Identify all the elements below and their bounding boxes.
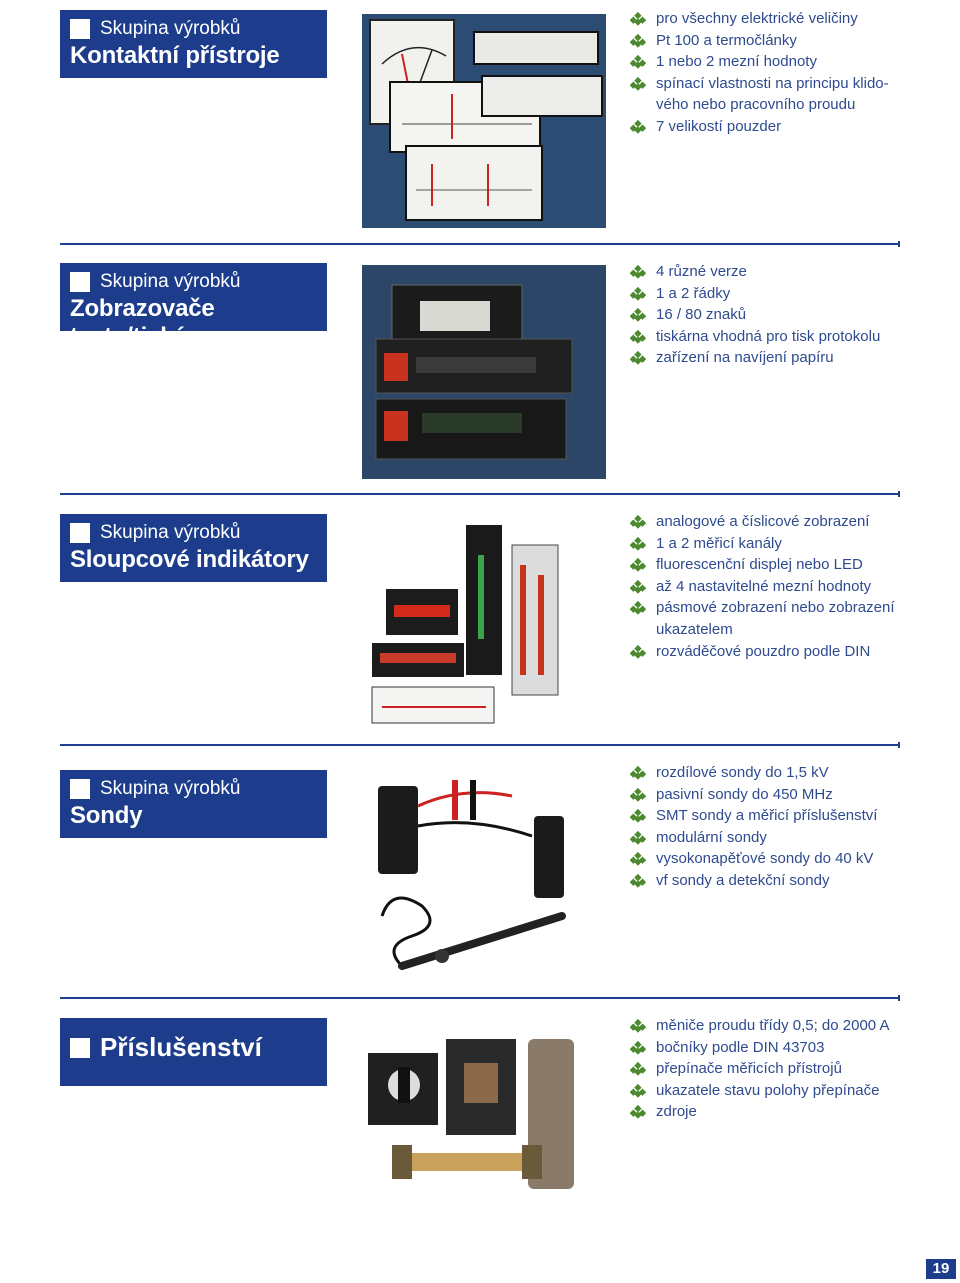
section-kicker: Skupina výrobků <box>100 271 241 292</box>
section-title: Kontaktní přístroje <box>70 42 280 69</box>
section-title: Zobrazovače textu/tiskárny <box>70 295 224 350</box>
page-number: 19 <box>926 1259 956 1279</box>
diamond-bullet-icon <box>630 787 646 803</box>
accessories-photo <box>362 1019 584 1233</box>
diamond-bullet-icon <box>630 1018 646 1034</box>
list-item: vf sondy a detekční sondy <box>630 870 920 892</box>
list-item: 16 / 80 znaků <box>630 304 920 326</box>
list-item: spínací vlastnosti na principu klido- <box>630 73 920 95</box>
bar-graph-indicators-photo <box>362 515 606 729</box>
list-item: 1 a 2 měřicí kanály <box>630 533 920 555</box>
section-kicker: Skupina výrobků <box>100 522 241 543</box>
list-item: modulární sondy <box>630 827 920 849</box>
section-kicker: Skupina výrobků <box>100 18 241 39</box>
diamond-bullet-icon <box>630 536 646 552</box>
feature-list <box>630 511 920 662</box>
list-item: zařízení na navíjení papíru <box>630 347 920 369</box>
diamond-bullet-icon <box>630 329 646 345</box>
square-icon <box>70 19 90 39</box>
section-divider <box>60 243 900 245</box>
section-label <box>60 1018 327 1086</box>
list-item: pásmové zobrazení nebo zobrazení <box>630 597 920 619</box>
square-icon <box>70 523 90 543</box>
section-title: Sondy <box>70 802 143 829</box>
diamond-bullet-icon <box>630 1040 646 1056</box>
section-label <box>60 10 327 78</box>
list-item: ukazatele stavu polohy přepínače <box>630 1080 920 1102</box>
diamond-bullet-icon <box>630 851 646 867</box>
diamond-bullet-icon <box>630 644 646 660</box>
list-item: tiskárna vhodná pro tisk protokolu <box>630 326 920 348</box>
diamond-bullet-icon <box>630 1104 646 1120</box>
list-item-continuation: ukazatelem <box>656 620 733 638</box>
list-item: až 4 nastavitelné mezní hodnoty <box>630 576 920 598</box>
list-item: 7 velikostí pouzder <box>630 116 920 138</box>
feature-list <box>630 1015 920 1123</box>
section-label <box>60 770 327 838</box>
diamond-bullet-icon <box>630 286 646 302</box>
feature-list <box>630 762 920 892</box>
list-item: pasivní sondy do 450 MHz <box>630 784 920 806</box>
list-item: 1 nebo 2 mezní hodnoty <box>630 51 920 73</box>
diamond-bullet-icon <box>630 1083 646 1099</box>
list-item: bočníky podle DIN 43703 <box>630 1037 920 1059</box>
diamond-bullet-icon <box>630 119 646 135</box>
diamond-bullet-icon <box>630 600 646 616</box>
diamond-bullet-icon <box>630 33 646 49</box>
diamond-bullet-icon <box>630 76 646 92</box>
diamond-bullet-icon <box>630 307 646 323</box>
diamond-bullet-icon <box>630 54 646 70</box>
list-item: zdroje <box>630 1101 920 1123</box>
list-item: 4 různé verze <box>630 261 920 283</box>
list-item: rozdílové sondy do 1,5 kV <box>630 762 920 784</box>
list-item: analogové a číslicové zobrazení <box>630 511 920 533</box>
diamond-bullet-icon <box>630 1061 646 1077</box>
diamond-bullet-icon <box>630 873 646 889</box>
diamond-bullet-icon <box>630 514 646 530</box>
feature-list <box>630 8 920 138</box>
section-title: Sloupcové indikátory <box>70 546 309 573</box>
diamond-bullet-icon <box>630 557 646 573</box>
section-divider <box>60 493 900 495</box>
diamond-bullet-icon <box>630 830 646 846</box>
square-icon <box>70 1038 90 1058</box>
panel-meters-photo <box>362 14 606 228</box>
list-item: přepínače měřicích přístrojů <box>630 1058 920 1080</box>
text-displays-printers-photo <box>362 265 606 479</box>
diamond-bullet-icon <box>630 579 646 595</box>
list-item-continuation: vého nebo pracovního proudu <box>656 96 856 114</box>
diamond-bullet-icon <box>630 350 646 366</box>
diamond-bullet-icon <box>630 765 646 781</box>
list-item: 1 a 2 řádky <box>630 283 920 305</box>
section-divider <box>60 997 900 999</box>
diamond-bullet-icon <box>630 11 646 27</box>
list-item: vysokonapěťové sondy do 40 kV <box>630 848 920 870</box>
list-item: Pt 100 a termočlánky <box>630 30 920 52</box>
list-item: měniče proudu třídy 0,5; do 2000 A <box>630 1015 920 1037</box>
section-divider <box>60 744 900 746</box>
section-label <box>60 514 327 582</box>
section-kicker: Skupina výrobků <box>100 778 241 799</box>
list-item: rozváděčové pouzdro podle DIN <box>630 641 920 663</box>
section-label <box>60 263 327 350</box>
list-item: pro všechny elektrické veličiny <box>630 8 920 30</box>
feature-list <box>630 261 920 369</box>
section-title: Příslušenství <box>100 1032 262 1062</box>
square-icon <box>70 272 90 292</box>
diamond-bullet-icon <box>630 808 646 824</box>
list-item: SMT sondy a měřicí příslušenství <box>630 805 920 827</box>
list-item: fluorescenční displej nebo LED <box>630 554 920 576</box>
probes-photo <box>362 766 606 980</box>
square-icon <box>70 779 90 799</box>
diamond-bullet-icon <box>630 264 646 280</box>
